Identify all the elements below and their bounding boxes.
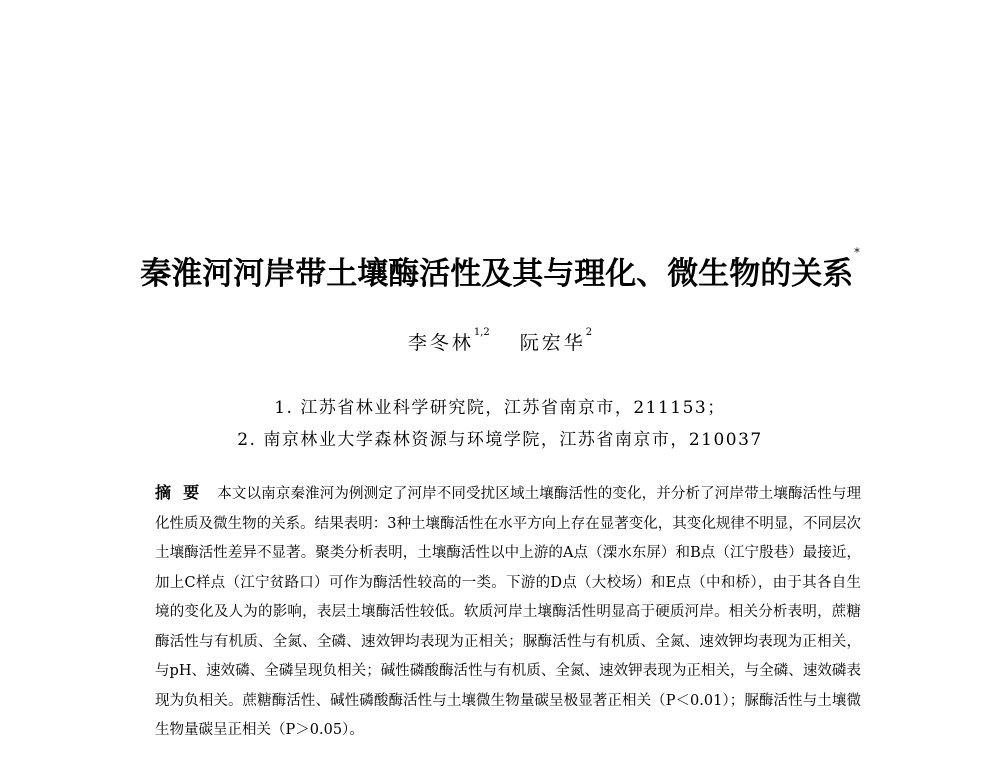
abstract-label: 摘要: [155, 483, 212, 502]
paper-title: [0, 248, 1000, 293]
abstract: [155, 478, 861, 746]
affiliation-2: 2. 南京林业大学森林资源与环境学院，江苏省南京市，210037: [237, 430, 763, 450]
paper-title-text: 秦淮河河岸带土壤酶活性及其与理化、微生物的关系: [140, 256, 854, 292]
author-list: [0, 328, 1000, 355]
author-name: 阮宏华: [519, 332, 586, 354]
abstract-text: 本文以南京秦淮河为例测定了河岸不同受扰区域土壤酶活性的变化，并分析了河岸带土壤酶活性与理化性质及微生物的关系。结果表明：3种土壤酶活性在水平方向上存在显著变化，其变化规律不明显，不同层次土壤酶活性差异不显著。聚类分析表明，土壤酶活性以中上游的A点（溧水东屏）和B点（江宁殷巷）最接近，加上C样点（江宁贫路口）可作为酶活性较高的一类。下游的D点（大校场）和E点（中和桥），由于其各自生境的变化及人为的影响，表层土壤酶活性较低。软质河岸土壤酶活性明显高于硬质河岸。相关分析表明，蔗糖酶活性与有机质、全氮、全磷、速效钾均表现为正相关；脲酶活性与有机质、全氮、速效钾均表现为正相关，与pH、速效磷、全磷呈现负相关；碱性磷酸酶活性与有机质、全氮、速效钾表现为正相关，与全磷、速效磷表现为负相关。蔗糖酶活性、碱性磷酸酶活性与土壤微生物量碳呈极显著正相关（P＜0.01）；脲酶活性与土壤微生物量碳呈正相关（P＞0.05）。: [155, 486, 861, 738]
title-footnote-mark: *: [854, 246, 860, 259]
author-name: 李冬林: [407, 332, 474, 354]
affiliation-1: 1. 江苏省林业科学研究院，江苏省南京市，211153；: [274, 398, 726, 418]
author-affiliation-mark: 2: [585, 327, 593, 338]
author-affiliation-mark: 1,2: [473, 327, 490, 338]
